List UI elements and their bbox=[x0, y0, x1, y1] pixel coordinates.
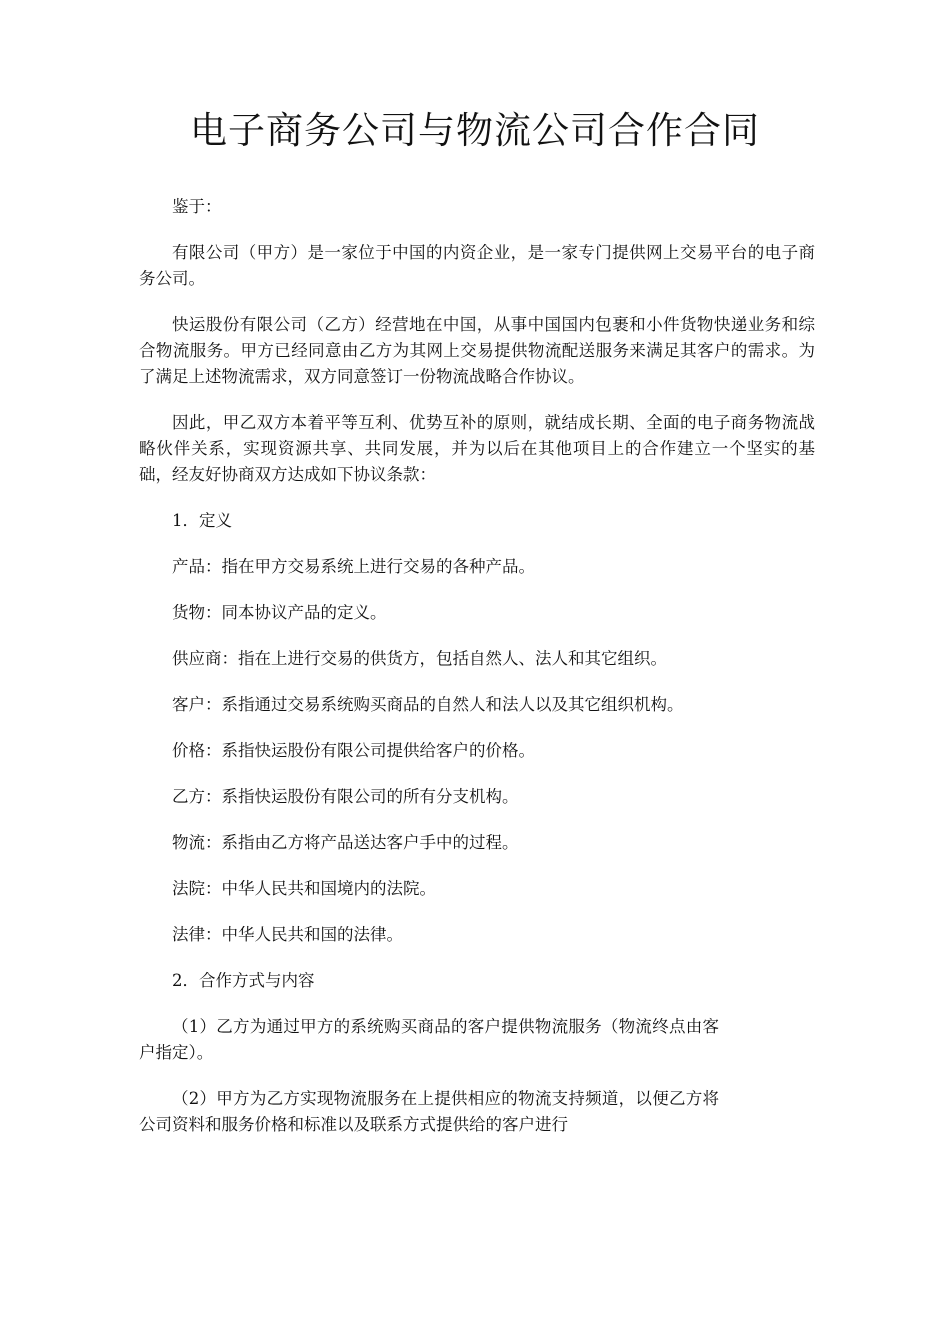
definition-party-b: 乙方：系指快运股份有限公司的所有分支机构。 bbox=[172, 787, 519, 806]
cooperation-item-1: （1）乙方为通过甲方的系统购买商品的客户提供物流服务（物流终点由客户指定）。 bbox=[139, 1017, 719, 1062]
definition-customer: 客户：系指通过交易系统购买商品的自然人和法人以及其它组织机构。 bbox=[172, 695, 684, 714]
definition-law: 法律：中华人民共和国的法律。 bbox=[172, 925, 403, 944]
section-heading-cooperation: 2．合作方式与内容 bbox=[172, 971, 315, 990]
document-body bbox=[139, 194, 815, 1158]
section-heading-definitions: 1．定义 bbox=[172, 511, 232, 530]
paragraph-party-a: 有限公司（甲方）是一家位于中国的内资企业，是一家专门提供网上交易平台的电子商务公司。 bbox=[139, 243, 815, 288]
definition-goods: 货物：同本协议产品的定义。 bbox=[172, 603, 387, 622]
paragraph-therefore: 因此，甲乙双方本着平等互利、优势互补的原则，就结成长期、全面的电子商务物流战略伙伴关系，实现资源共享、共同发展，并为以后在其他项目上的合作建立一个坚实的基础，经友好协商双方达成如下协议条款： bbox=[139, 413, 815, 484]
cooperation-item-2: （2）甲方为乙方实现物流服务在上提供相应的物流支持频道，以便乙方将公司资料和服务价格和标准以及联系方式提供给的客户进行 bbox=[139, 1089, 719, 1134]
definition-logistics: 物流：系指由乙方将产品送达客户手中的过程。 bbox=[172, 833, 519, 852]
document-title: 电子商务公司与物流公司合作合同 bbox=[190, 109, 760, 152]
paragraph-whereas: 鉴于： bbox=[172, 197, 222, 216]
definition-supplier: 供应商：指在上进行交易的供货方，包括自然人、法人和其它组织。 bbox=[172, 649, 667, 668]
paragraph-party-b: 快运股份有限公司（乙方）经营地在中国，从事中国国内包裹和小件货物快递业务和综合物流服务。甲方已经同意由乙方为其网上交易提供物流配送服务来满足其客户的需求。为了满足上述物流需求，双方同意签订一份物流战略合作协议。 bbox=[139, 315, 815, 386]
definition-price: 价格：系指快运股份有限公司提供给客户的价格。 bbox=[172, 741, 535, 760]
definition-product: 产品：指在甲方交易系统上进行交易的各种产品。 bbox=[172, 557, 535, 576]
definition-court: 法院：中华人民共和国境内的法院。 bbox=[172, 879, 436, 898]
